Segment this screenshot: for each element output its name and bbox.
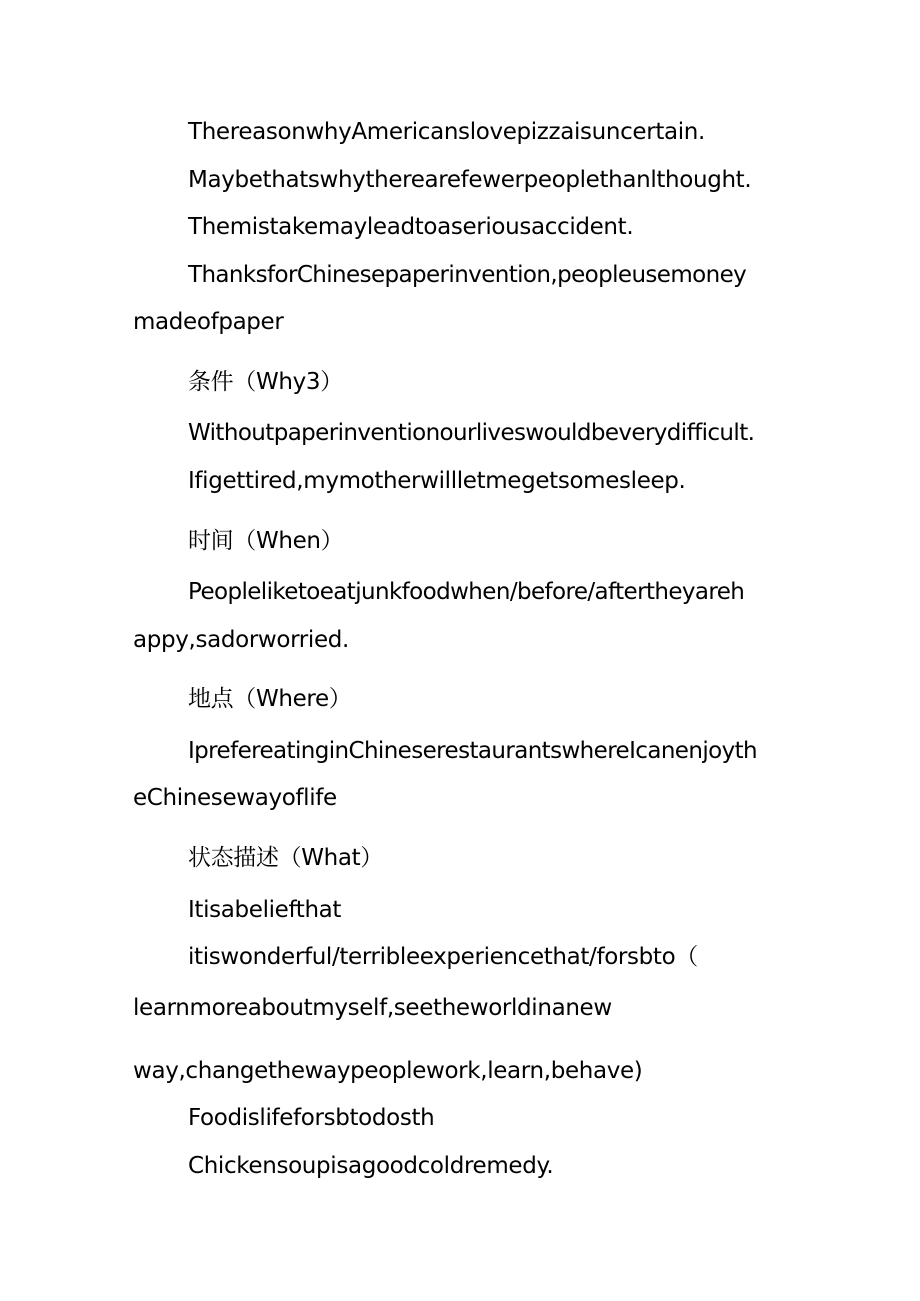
text-line: learnmoreaboutmyself,seetheworldinanew [133,995,612,1021]
text-line: Themistakemayleadtoaseriousaccident. [188,214,634,240]
text-line: appy,sadorworried. [133,627,349,653]
text-line: IprefereatinginChineserestaurantswhereIcanenjoyth [188,738,758,764]
text-line: Chickensoupisagoodcoldremedy. [188,1153,554,1179]
text-line: Itisabeliefthat [188,897,342,923]
text-line: ThanksforChinesepaperinvention,peopleusemoney [188,262,747,288]
section-heading: 时间（When） [188,528,344,554]
text-line: Ifigettired,mymotherwillletmegetsomesleep. [188,468,686,494]
text-line: madeofpaper [133,309,284,335]
text-line: ThereasonwhyAmericanslovepizzaisuncertain. [188,119,705,145]
text-line: eChinesewayoflife [133,785,337,811]
section-heading: 地点（Where） [188,686,352,712]
text-line: Foodislifeforsbtodosth [188,1105,435,1131]
text-line: itiswonderful/terribleexperiencethat/forsbto（ [188,944,698,970]
text-line: way,changethewaypeoplework,learn,behave) [133,1058,643,1084]
section-heading: 条件（Why3） [188,369,343,395]
text-line: Maybethatswhytherearefewerpeoplethanlthought. [188,167,752,193]
text-line: Withoutpaperinventionourliveswouldbeverydifficult. [188,420,755,446]
text-line: Peopleliketoeatjunkfoodwhen/before/aftertheyareh [188,579,745,605]
section-heading: 状态描述（What） [188,845,383,871]
